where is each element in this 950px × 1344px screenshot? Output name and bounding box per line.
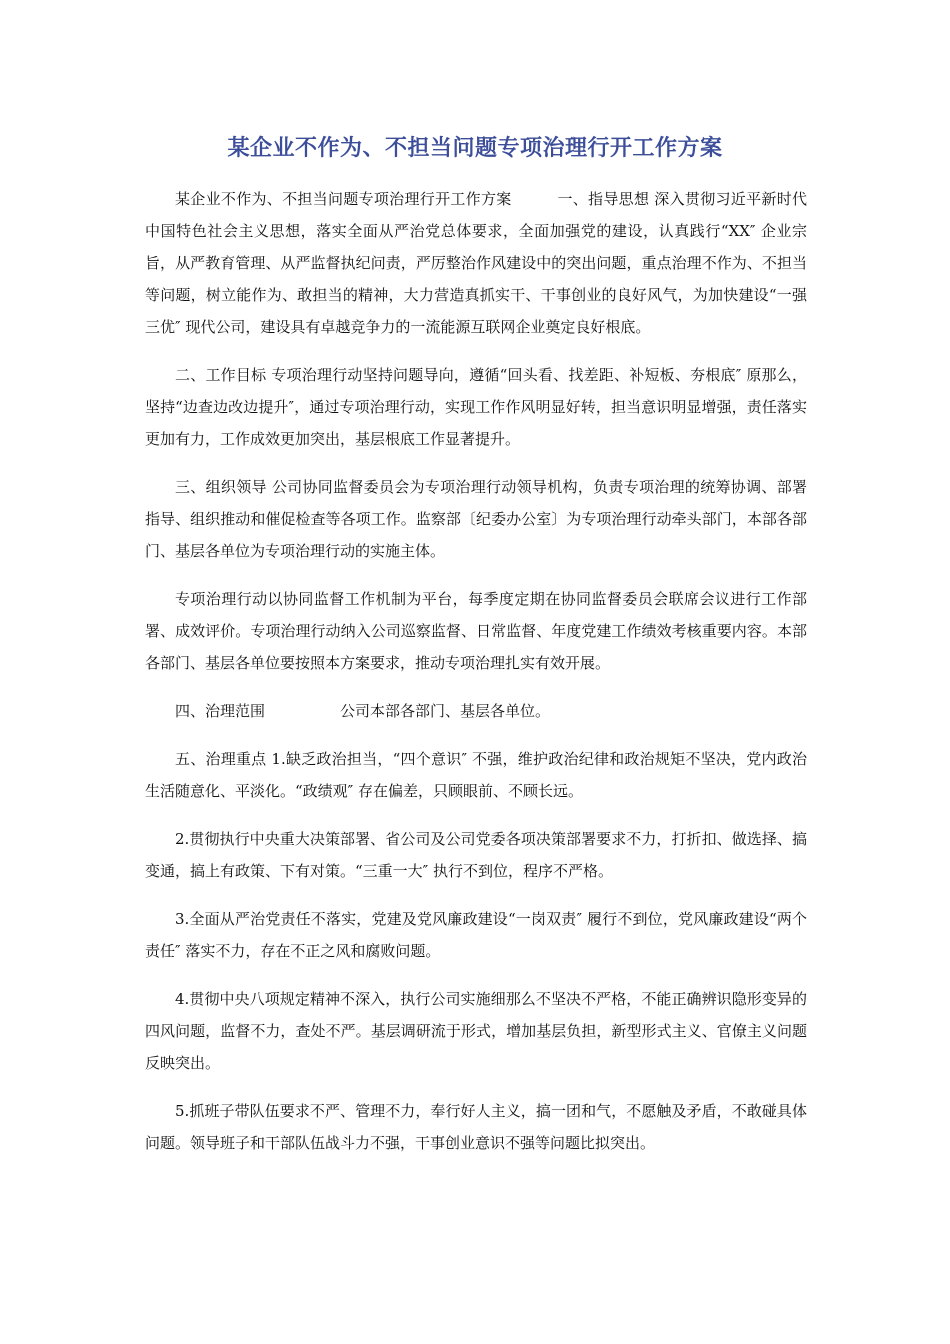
paragraph-focus-4: 4.贯彻中央八项规定精神不深入，执行公司实施细那么不坚决不严格，不能正确辨识隐形变异的四风问题，监督不力，查处不严。基层调研流于形式，增加基层负担，新型形式主义、官僚主义问题反映突出。 [145, 990, 807, 1072]
paragraph-coordination: 专项治理行动以协同监督工作机制为平台，每季度定期在协同监督委员会联席会议进行工作部署、成效评价。专项治理行动纳入公司巡察监督、日常监督、年度党建工作绩效考核重要内容。本部各部门、基层各单位要按照本方案要求，推动专项治理扎实有效开展。 [145, 590, 807, 672]
document-body [145, 183, 807, 1175]
paragraph-focus-1: 五、治理重点 1.缺乏政治担当，“四个意识″ 不强，维护政治纪律和政治规矩不坚决，党内政治生活随意化、平淡化。“政绩观″ 存在偏差，只顾眼前、不顾长远。 [145, 750, 807, 800]
paragraph-focus-2: 2.贯彻执行中央重大决策部署、省公司及公司党委各项决策部署要求不力，打折扣、做选择、搞变通，搞上有政策、下有对策。“三重一大″ 执行不到位，程序不严格。 [145, 830, 807, 880]
paragraph-organization: 三、组织领导 公司协同监督委员会为专项治理行动领导机构，负责专项治理的统筹协调、部署指导、组织推动和催促检查等各项工作。监察部〔纪委办公室〕为专项治理行动牵头部门，本部各部门、基层各单位为专项治理行动的实施主体。 [145, 478, 807, 560]
document-title: 某企业不作为、不担当问题专项治理行开工作方案 [227, 136, 723, 161]
paragraph-work-goals: 二、工作目标 专项治理行动坚持问题导向，遵循“回头看、找差距、补短板、夯根底″ 原那么，坚持“边查边改边提升″，通过专项治理行动，实现工作作风明显好转，担当意识明显增强，责任落实更加有力，工作成效更加突出，基层根底工作显著提升。 [145, 366, 807, 448]
paragraph-scope: 四、治理范围 公司本部各部门、基层各单位。 [175, 702, 551, 720]
paragraph-focus-5: 5.抓班子带队伍要求不严、管理不力，奉行好人主义，搞一团和气，不愿触及矛盾，不敢碰具体问题。领导班子和干部队伍战斗力不强，干事创业意识不强等问题比拟突出。 [145, 1102, 807, 1152]
paragraph-focus-3: 3.全面从严治党责任不落实，党建及党风廉政建设“一岗双责″ 履行不到位，党风廉政建设“两个责任″ 落实不力，存在不正之风和腐败问题。 [145, 910, 807, 960]
paragraph-guiding-ideology: 某企业不作为、不担当问题专项治理行开工作方案 一、指导思想 深入贯彻习近平新时代中国特色社会主义思想，落实全面从严治党总体要求，全面加强党的建设，认真践行“XX″ 企业宗旨，从严教育管理、从严监督执纪问责，严厉整治作风建设中的突出问题，重点治理不作为、不担当等问题，树立能作为、敢担当的精神，大力营造真抓实干、干事创业的良好风气，为加快建设“一强三优″ 现代公司，建设具有卓越竞争力的一流能源互联网企业奠定良好根底。 [145, 190, 807, 336]
